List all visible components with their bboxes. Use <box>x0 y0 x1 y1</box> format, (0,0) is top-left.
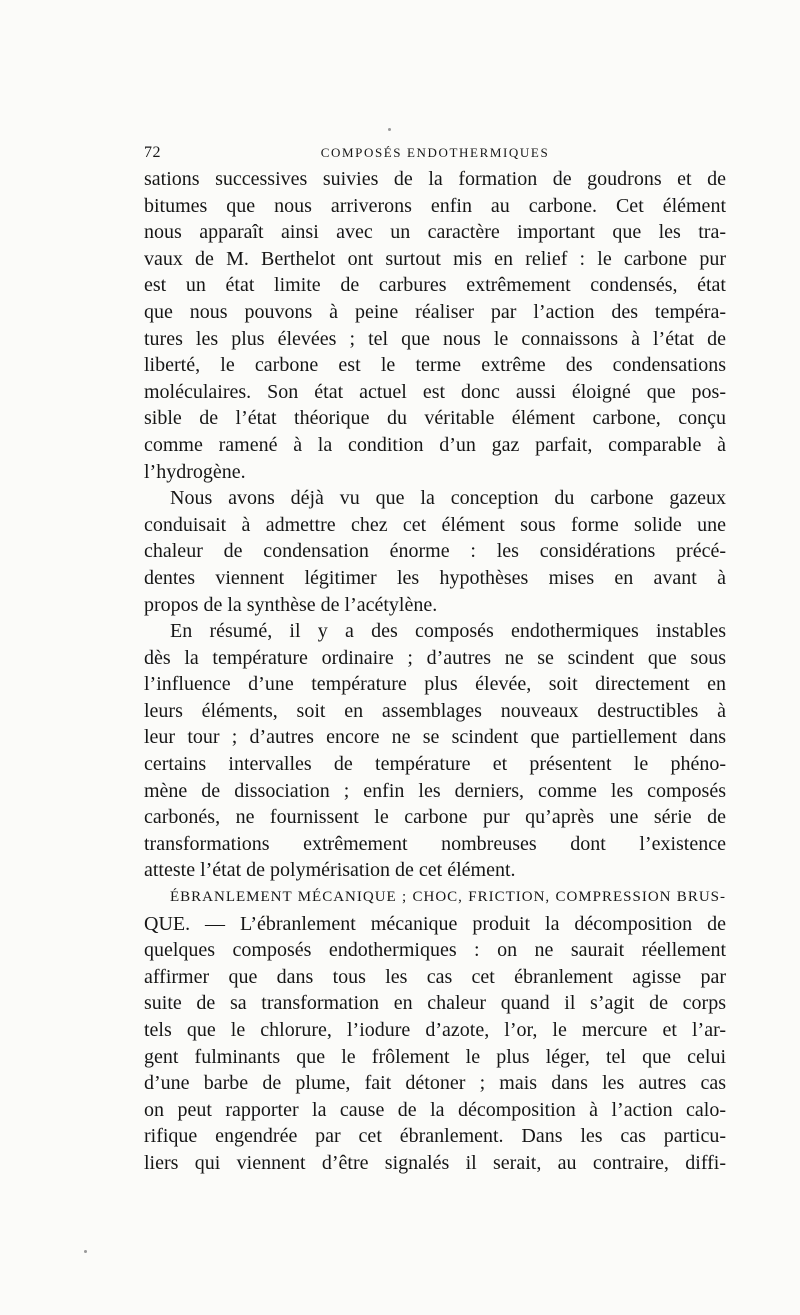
text-line: bitumes que nous arriverons enfin au carbone. Cet élément <box>144 194 726 217</box>
text-line: comme ramené à la condition d’un gaz parfait, comparable à <box>144 433 726 456</box>
paper-speck <box>84 1250 87 1253</box>
text-line: leur tour ; d’autres encore ne se scindent que partiellement dans <box>144 726 726 749</box>
text-line: chaleur de condensation énorme : les considérations précé- <box>144 540 726 563</box>
text-line: liers qui viennent d’être signalés il serait, au contraire, diffi- <box>144 1151 726 1174</box>
text-line: on peut rapporter la cause de la décomposition à l’action calo- <box>144 1098 726 1121</box>
text-line: tures les plus élevées ; tel que nous le connaissons à l’état de <box>144 327 726 350</box>
text-line: est un état limite de carbures extrêmement condensés, état <box>144 274 726 297</box>
text-line: l’influence d’une température plus élevée, soit directement en <box>144 673 726 696</box>
text-line: mène de dissociation ; enfin les derniers, comme les composés <box>144 779 726 802</box>
text-line: leurs éléments, soit en assemblages nouveaux destructibles à <box>144 699 726 722</box>
text-line: nous apparaît ainsi avec un caractère important que les tra- <box>144 221 726 244</box>
text-line: quelques composés endothermiques : on ne saurait réellement <box>144 939 726 962</box>
page-number: 72 <box>144 144 161 161</box>
running-title: COMPOSÉS ENDOTHERMIQUES <box>320 145 550 160</box>
running-header <box>144 144 726 164</box>
text-line: conduisait à admettre chez cet élément sous forme solide une <box>144 513 726 536</box>
text-line: certains intervalles de température et présentent le phéno- <box>144 753 726 776</box>
text-line: l’hydrogène. <box>144 460 246 483</box>
text-line: tels que le chlorure, l’iodure d’azote, l’or, le mercure et l’ar- <box>144 1019 726 1041</box>
text-line: atteste l’état de polymérisation de cet élément. <box>144 859 516 882</box>
paragraph-start-line: En résumé, il y a des composés endothermiques instables <box>170 620 726 643</box>
text-line: moléculaires. Son état actuel est donc aussi éloigné que pos- <box>144 380 726 403</box>
text-line: dentes viennent légitimer les hypothèses mises en avant à <box>144 566 726 589</box>
text-line: QUE. — L’ébranlement mécanique produit la décomposition de <box>144 912 726 935</box>
text-line: sations successives suivies de la formation de goudrons et de <box>144 168 726 190</box>
section-heading-line: ÉBRANLEMENT MÉCANIQUE ; CHOC, FRICTION, COMPRESSION BRUS- <box>170 889 726 906</box>
text-line: liberté, le carbone est le terme extrême des condensations <box>144 354 726 377</box>
paragraph-start-line: Nous avons déjà vu que la conception du carbone gazeux <box>170 487 726 510</box>
body-text <box>144 166 726 1177</box>
text-line: propos de la synthèse de l’acétylène. <box>144 593 438 616</box>
text-line: rifique engendrée par cet ébranlement. Dans les cas particu- <box>144 1125 726 1148</box>
text-line: gent fulminants que le frôlement le plus léger, tel que celui <box>144 1045 726 1068</box>
text-line: dès la température ordinaire ; d’autres ne se scindent que sous <box>144 646 726 669</box>
text-line: d’une barbe de plume, fait détoner ; mais dans les autres cas <box>144 1072 726 1095</box>
text-line: carbonés, ne fournissent le carbone pur qu’après une série de <box>144 806 726 829</box>
text-line: transformations extrêmement nombreuses dont l’existence <box>144 832 726 855</box>
text-line: affirmer que dans tous les cas cet ébranlement agisse par <box>144 965 726 988</box>
text-line: suite de sa transformation en chaleur quand il s’agit de corps <box>144 992 726 1015</box>
text-line: vaux de M. Berthelot ont surtout mis en relief : le carbone pur <box>144 247 726 270</box>
paper-speck <box>388 128 391 131</box>
text-line: sible de l’état théorique du véritable élément carbone, conçu <box>144 407 726 430</box>
text-line: que nous pouvons à peine réaliser par l’action des tempéra- <box>144 300 726 323</box>
